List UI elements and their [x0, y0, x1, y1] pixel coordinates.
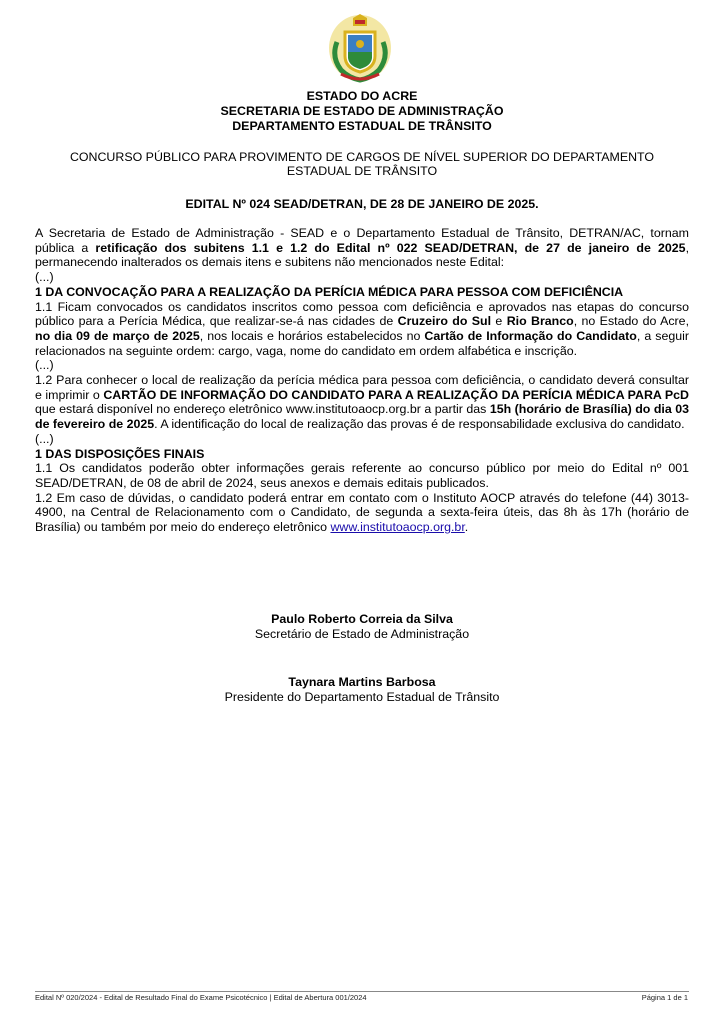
- item11-bold-4: Cartão de Informação do Candidato: [424, 328, 637, 343]
- footer-page-number: Página 1 de 1: [641, 993, 688, 1002]
- item11-text-4: , nos locais e horários estabelecidos no: [199, 328, 425, 343]
- item12-text-2: que estará disponível no endereço eletrônico www.institutoaocp.org.br a partir das: [35, 402, 490, 417]
- state-coat-of-arms-icon: [327, 12, 393, 84]
- header-department: DEPARTAMENTO ESTADUAL DE TRÂNSITO: [232, 119, 492, 133]
- signature-block-2: [0, 675, 724, 705]
- intro-text-1: A Secretaria de Estado de Administração - SEAD e o Departamento Estadual de Trânsito, DETRAN/AC, tornam pública a: [35, 226, 689, 255]
- contest-title-line2: ESTADUAL DE TRÂNSITO: [286, 164, 438, 178]
- item11-text-3: , no Estado do Acre,: [573, 314, 690, 329]
- document-body: [35, 226, 689, 535]
- item11-text-5: , a seguir relacionados na seguinte ordem: cargo, vaga, nome do candidato em ordem alfabética e inscrição.: [35, 328, 690, 358]
- edital-title: EDITAL Nº 024 SEAD/DETRAN, DE 28 DE JANEIRO DE 2025.: [185, 197, 539, 211]
- signature-block-1: [0, 612, 724, 642]
- final-item-1-1: 1.1 Os candidatos poderão obter informações gerais referente ao concurso público por meio do Edital nº 001 SEAD/DETRAN, de 08 de abril de 2024, seus anexos e demais editais publicados.: [35, 461, 689, 490]
- header-state: ESTADO DO ACRE: [306, 89, 418, 103]
- ellipsis-1: (...): [35, 270, 54, 285]
- signatory-1-name: Paulo Roberto Correia da Silva: [271, 612, 453, 626]
- intro-bold-1: retificação dos subitens 1.1 e 1.2 do Edital nº 022 SEAD/DETRAN, de 27 de janeiro de 2025: [95, 240, 686, 255]
- intro-text-2: , permanecendo inalterados os demais itens e subitens não mencionados neste Edital:: [35, 240, 690, 270]
- item-1-1: [35, 300, 689, 359]
- final12-text-2: .: [464, 520, 469, 535]
- item12-bold-2: 15h (horário de Brasília) do dia 03 de fevereiro de 2025: [35, 402, 689, 432]
- footer-reference: Edital Nº 020/2024 - Edital de Resultado Final do Exame Psicotécnico | Edital de Abertura 001/2024: [35, 993, 367, 1002]
- signatory-2-name: Taynara Martins Barbosa: [288, 675, 436, 689]
- item11-text-1: 1.1 Ficam convocados os candidatos inscritos como pessoa com deficiência e aprovados nas etapas do concurso público para a Perícia Médica, que realizar-se-á nas cidades de: [35, 299, 689, 329]
- item11-bold-1: Cruzeiro do Sul: [397, 314, 492, 329]
- section-1-title: 1 DA CONVOCAÇÃO PARA A REALIZAÇÃO DA PERÍCIA MÉDICA PARA PESSOA COM DEFICIÊNCIA: [35, 284, 624, 299]
- item12-text-1: 1.2 Para conhecer o local de realização da perícia médica para pessoa com deficiência, o candidato deverá consultar e imprimir o: [35, 373, 689, 402]
- item12-text-3: . A identificação do local de realização das provas é de responsabilidade exclusiva do candidato.: [154, 417, 685, 432]
- final12-text-1: 1.2 Em caso de dúvidas, o candidato poderá entrar em contato com o Instituto AOCP através do telefone (44) 3013-4900, na Central de Relacionamento com o Candidato, de segunda a sexta-feira úteis, das 8h às 17h (horário de Brasília) ou também por meio do endereço eletrônico: [35, 490, 689, 535]
- institute-website-link[interactable]: www.institutoaocp.org.br: [330, 520, 465, 535]
- intro-paragraph: [35, 226, 689, 270]
- signatory-2-role: Presidente do Departamento Estadual de Trânsito: [224, 690, 500, 704]
- signatory-1-role: Secretário de Estado de Administração: [254, 627, 470, 641]
- item11-text-2: e: [491, 314, 507, 329]
- footer-divider: [35, 991, 689, 992]
- item12-bold-1: CARTÃO DE INFORMAÇÃO DO CANDIDATO PARA A REALIZAÇÃO DA PERÍCIA MÉDICA PARA PcD: [103, 387, 690, 402]
- item11-bold-2: Rio Branco: [506, 314, 574, 329]
- contest-title-line1: CONCURSO PÚBLICO PARA PROVIMENTO DE CARGOS DE NÍVEL SUPERIOR DO DEPARTAMENTO: [69, 150, 655, 164]
- header-secretariat: SECRETARIA DE ESTADO DE ADMINISTRAÇÃO: [220, 104, 504, 118]
- ellipsis-2: (...): [35, 358, 54, 373]
- section-2-title: 1 DAS DISPOSIÇÕES FINAIS: [35, 446, 205, 461]
- item11-bold-3: no dia 09 de março de 2025: [35, 328, 200, 343]
- ellipsis-3: (...): [35, 431, 54, 446]
- item-1-2: [35, 373, 689, 432]
- final-item-1-2: [35, 491, 689, 535]
